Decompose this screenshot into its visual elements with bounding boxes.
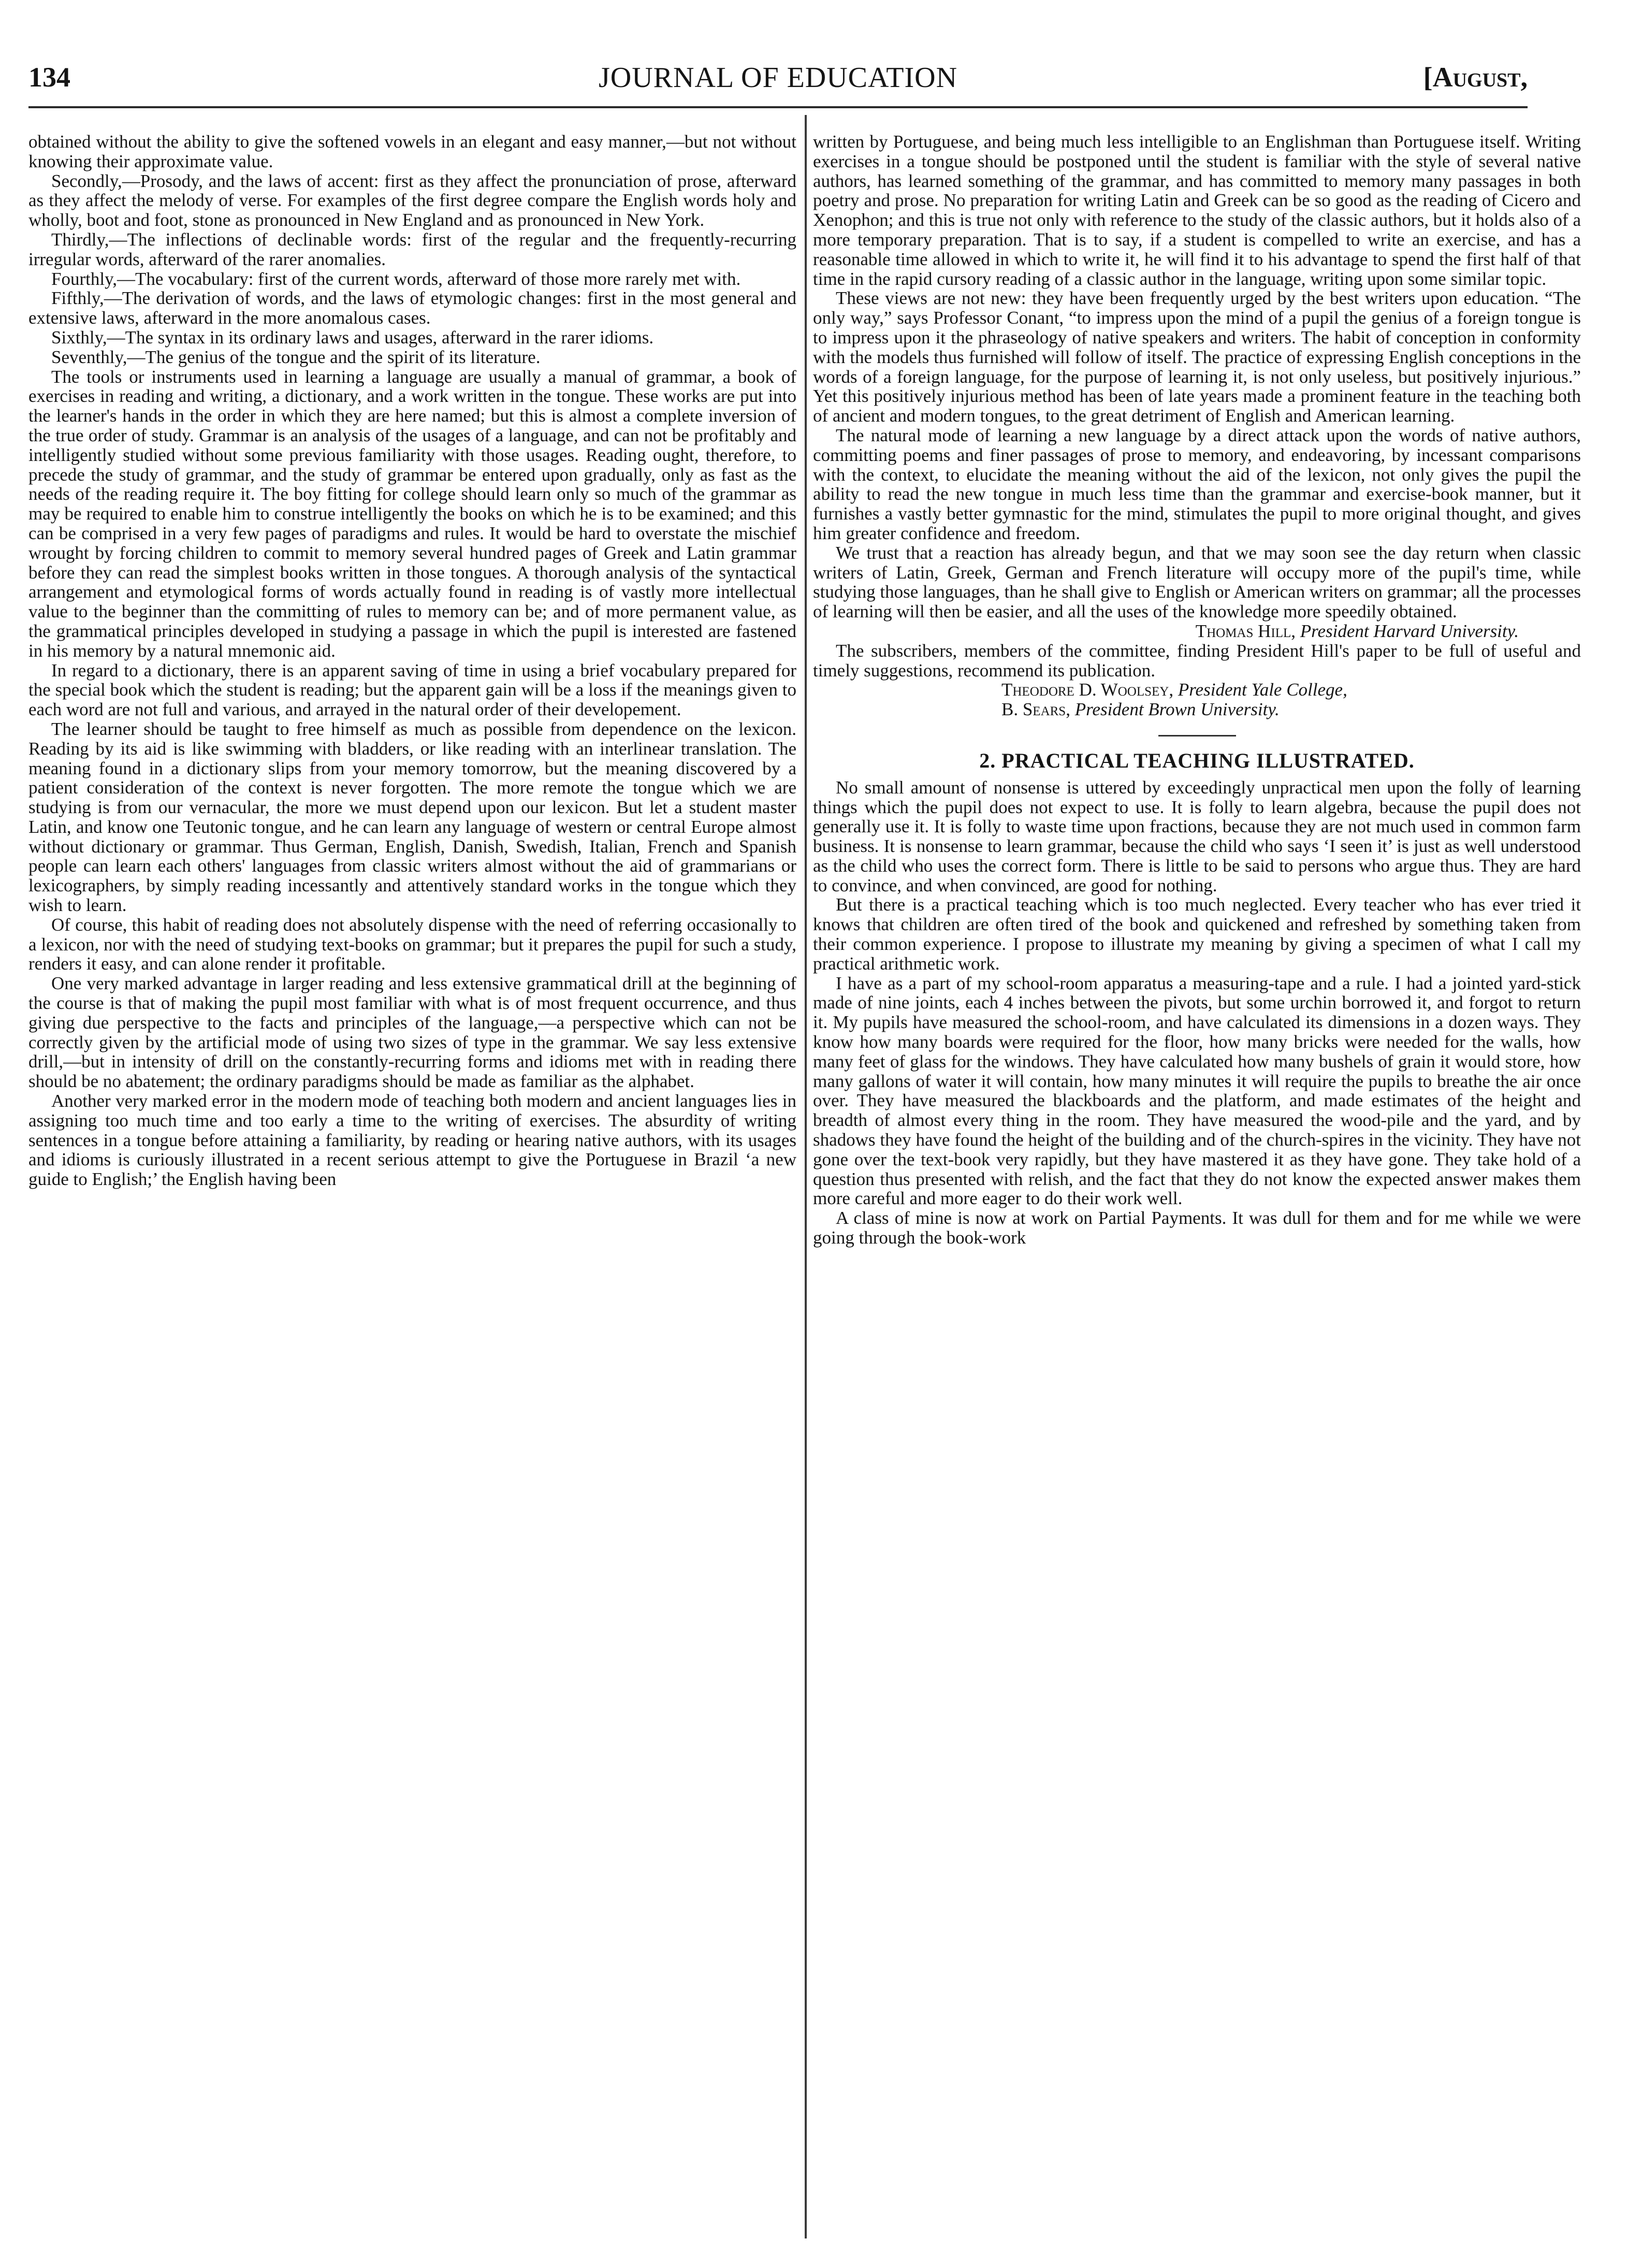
header-rule	[28, 106, 1528, 108]
left-column	[28, 132, 796, 2245]
paragraph: A class of mine is now at work on Partial Payments. It was dull for them and for me while we were going through the book-work	[813, 1208, 1581, 1248]
paragraph: Seventhly,—The genius of the tongue and the spirit of its literature.	[51, 346, 541, 367]
paragraph: obtained without the ability to give the softened vowels in an elegant and easy manner,—but not without knowing their approximate value.	[28, 132, 796, 171]
paragraph: Fifthly,—The derivation of words, and the laws of etymologic changes: first in the most general and extensive laws, afterward in the more anomalous cases.	[28, 288, 796, 328]
paragraph: No small amount of nonsense is uttered by exceedingly unpractical men upon the folly of learning things which the pupil does not expect to use. It is folly to learn algebra, because the pupil does not generally use it. It is folly to waste time upon fractions, because they are not much used in common farm business. It is nonsense to learn grammar, because the child who says ‘I seen it’ is just as well understood as the child who uses the correct form. There is little to be said to persons who argue thus. They are hard to convince, and when convinced, are good for nothing.	[813, 777, 1581, 895]
journal-title: JOURNAL OF EDUCATION	[598, 62, 958, 94]
paragraph: But there is a practical teaching which is too much neglected. Every teacher who has ever tried it knows that children are often tired of the book and quickened and refreshed by something taken from their common experience. I propose to illustrate my meaning by giving a specimen of what I call my practical arithmetic work.	[813, 894, 1581, 974]
running-header	[28, 61, 1528, 103]
paragraph: Thirdly,—The inflections of declinable words: first of the regular and the frequently-recurring irregular words, afterward of the rarer anomalies.	[28, 229, 796, 269]
paragraph: Fourthly,—The vocabulary: first of the current words, afterward of those more rarely met with.	[51, 268, 741, 289]
signature-title: President Yale College,	[1178, 680, 1347, 700]
paragraph: written by Portuguese, and being much less intelligible to an Englishman than Portuguese itself. Writing exercises in a tongue should be postponed until the student is familiar with the style of several native authors, has learned something of the grammar, and has committed to memory many passages in both poetry and prose. No preparation for writing Latin and Greek can be so good as the reading of Cicero and Xenophon; and this is true not only with reference to the study of the classic authors, but it holds also of a more temporary preparation. That is to say, if a student is compelled to write an exercise, and has a reasonable time allowed in which to write it, he will find it to his advantage to spend the first half of that time in the rapid cursory reading of a classic author in the language, writing upon some similar topic.	[813, 132, 1581, 289]
right-column	[813, 132, 1581, 2245]
paragraph: I have as a part of my school-room apparatus a measuring-tape and a rule. I had a jointed yard-stick made of nine joints, each 4 inches between the pivots, but some urchin borrowed it, and forgot to return it. My pupils have measured the school-room, and have calculated its dimensions in a dozen ways. They know how many boards were required for the floor, how many bricks were needed for the walls, how many feet of glass for the windows. They have calculated how many bushels of grain it would store, how many gallons of water it will contain, how many minutes it will require the pupils to breathe the air once over. They have measured the blackboards and the platform, and made estimates of the height and breadth of almost every thing in the room. They have measured the wood-pile and the yard, and by shadows they have found the height of the building and of the church-spires in the vicinity. They have not gone over the text-book very rapidly, but they have mastered it as they have gone. They take hold of a question thus presented with relish, and the fact that they do not know the expected answer makes them more careful and more eager to do their work well.	[813, 973, 1581, 1209]
column-divider	[805, 115, 807, 2238]
paragraph: Secondly,—Prosody, and the laws of accent: first as they affect the pronunciation of prose, afterward as they affect the melody of verse. For examples of the first degree compare the English words holy and wholly, boot and foot, stone as pronounced in New England and as pronounced in New York.	[28, 170, 796, 230]
paragraph: Another very marked error in the modern mode of teaching both modern and ancient languages lies in assigning too much time and too early a time to the writing of exercises. The absurdity of writing sentences in a tongue before attaining a familiarity, by reading or hearing native authors, with its usages and idioms is curiously illustrated in a recent serious attempt to give the Portuguese in Brazil ‘a new guide to English;’ the English having been	[28, 1091, 796, 1190]
signature-woolsey	[813, 680, 1581, 700]
endorsement-paragraph: The subscribers, members of the committee, finding President Hill's paper to be full of useful and timely suggestions, recommend its publication.	[813, 640, 1581, 681]
signature-name: Theodore D. Woolsey,	[1001, 680, 1174, 700]
paragraph: These views are not new: they have been frequently urged by the best writers upon education. “The only way,” says Professor Conant, “to impress upon the mind of a pupil the genius of a foreign tongue is to impress upon it the phraseology of native speakers and writers. The habit of conception in conformity with the models thus furnished will follow of itself. The practice of expressing English conceptions in the words of a foreign language, for the purpose of learning it, is not only useless, but positively injurious.” Yet this positively injurious method has been of late years made a prominent feature in the teaching both of ancient and modern tongues, to the great detriment of English and American learning.	[813, 288, 1581, 426]
paragraph: The tools or instruments used in learning a language are usually a manual of grammar, a book of exercises in reading and writing, a dictionary, and a work written in the tongue. These works are put into the learner's hands in the order in which they are here named; but this is almost a complete inversion of the true order of study. Grammar is an analysis of the usages of a language, and can not be profitably and intelligently studied without some previous familiarity with those usages. Reading ought, therefore, to precede the study of grammar, and the study of grammar be entered upon gradually, only as fast as the needs of the reading require it. The boy fitting for college should learn only so much of the grammar as may be required to enable him to construe intelligently the books on which he is to be examined; and this can be comprised in a very few pages of paradigms and rules. It would be hard to overstate the mischief wrought by forcing children to commit to memory several hundred pages of Greek and Latin grammar before they can read the simplest books written in those tongues. A thorough analysis of the syntactical arrangement and etymological forms of words actually found in reading is of vastly more intellectual value to the beginner than the committing of rules to memory can be; and of more permanent value, as the grammatical principles developed in studying a passage in which the pupil is interested are fastened in his memory by a natural mnemonic aid.	[28, 366, 796, 661]
paragraph: The natural mode of learning a new language by a direct attack upon the words of native authors, committing poems and finer passages of prose to memory, and endeavoring, by incessant comparisons with the context, to elucidate the meaning without the aid of the lexicon, not only gives the pupil the ability to read the new tongue in much less time than the grammar and exercise-book manner, but it furnishes a vastly better gymnastic for the mind, stimulates the pupil to more original thought, and gives him greater confidence and freedom.	[813, 425, 1581, 543]
page-number: 134	[28, 62, 70, 93]
signature-name: Thomas Hill,	[1195, 620, 1296, 641]
paragraph: In regard to a dictionary, there is an apparent saving of time in using a brief vocabulary prepared for the special book which the student is reading; but the apparent gain will be a loss if the meanings given to each word are not full and various, and arrayed in the natural order of their developement.	[28, 660, 796, 720]
signature-title: President Harvard University.	[1300, 620, 1519, 641]
section-heading: 2. PRACTICAL TEACHING ILLUSTRATED.	[979, 748, 1415, 772]
section-divider	[1158, 735, 1236, 736]
signature-title: President Brown University.	[1074, 699, 1280, 720]
paragraph: Sixthly,—The syntax in its ordinary laws and usages, afterward in the rarer idioms.	[51, 327, 654, 348]
paragraph: One very marked advantage in larger reading and less extensive grammatical drill at the beginning of the course is that of making the pupil most familiar with what is of most frequent occurrence, and thus giving due perspective to the facts and principles of the language,—a perspective which can not be correctly given by the artificial mode of using two sizes of type in the grammar. We say less extensive drill,—but in intensity of drill on the constantly-recurring forms and idioms met with in reading there should be no abatement; the ordinary paradigms should be made as familiar as the alphabet.	[28, 973, 796, 1092]
signature-sears	[813, 700, 1581, 719]
paragraph: We trust that a reaction has already begun, and that we may soon see the day return when classic writers of Latin, Greek, German and French literature will occupy more of the pupil's time, while studying those languages, than he shall give to English or American writers on grammar; all the processes of learning will then be easier, and all the uses of the knowledge more speedily obtained.	[813, 542, 1581, 622]
paragraph: Of course, this habit of reading does not absolutely dispense with the need of referring occasionally to a lexicon, nor with the need of studying text-books on grammar; but it prepares the pupil for such a study, renders it easy, and can alone render it profitable.	[28, 914, 796, 974]
signature-hill	[813, 622, 1581, 641]
paragraph: The learner should be taught to free himself as much as possible from dependence on the lexicon. Reading by its aid is like swimming with bladders, or like reading with an interlinear translation. The meaning found in a dictionary slips from your memory tomorrow, but the meaning discovered by a patient consideration of the context is never forgotten. The more remote the tongue which we are studying is from our vernacular, the more we must depend upon our lexicon. But let a student master Latin, and know one Teutonic tongue, and he can learn any language of western or central Europe almost without dictionary or grammar. Thus German, English, Danish, Swedish, Italian, French and Spanish people can learn each others' languages from classic writers almost without the aid of grammarians or lexicographers, by simply reading incessantly and attentively standard works in the tongue which they wish to learn.	[28, 718, 796, 916]
signature-name: B. Sears,	[1001, 699, 1070, 720]
header-month: [August,	[1423, 62, 1528, 93]
